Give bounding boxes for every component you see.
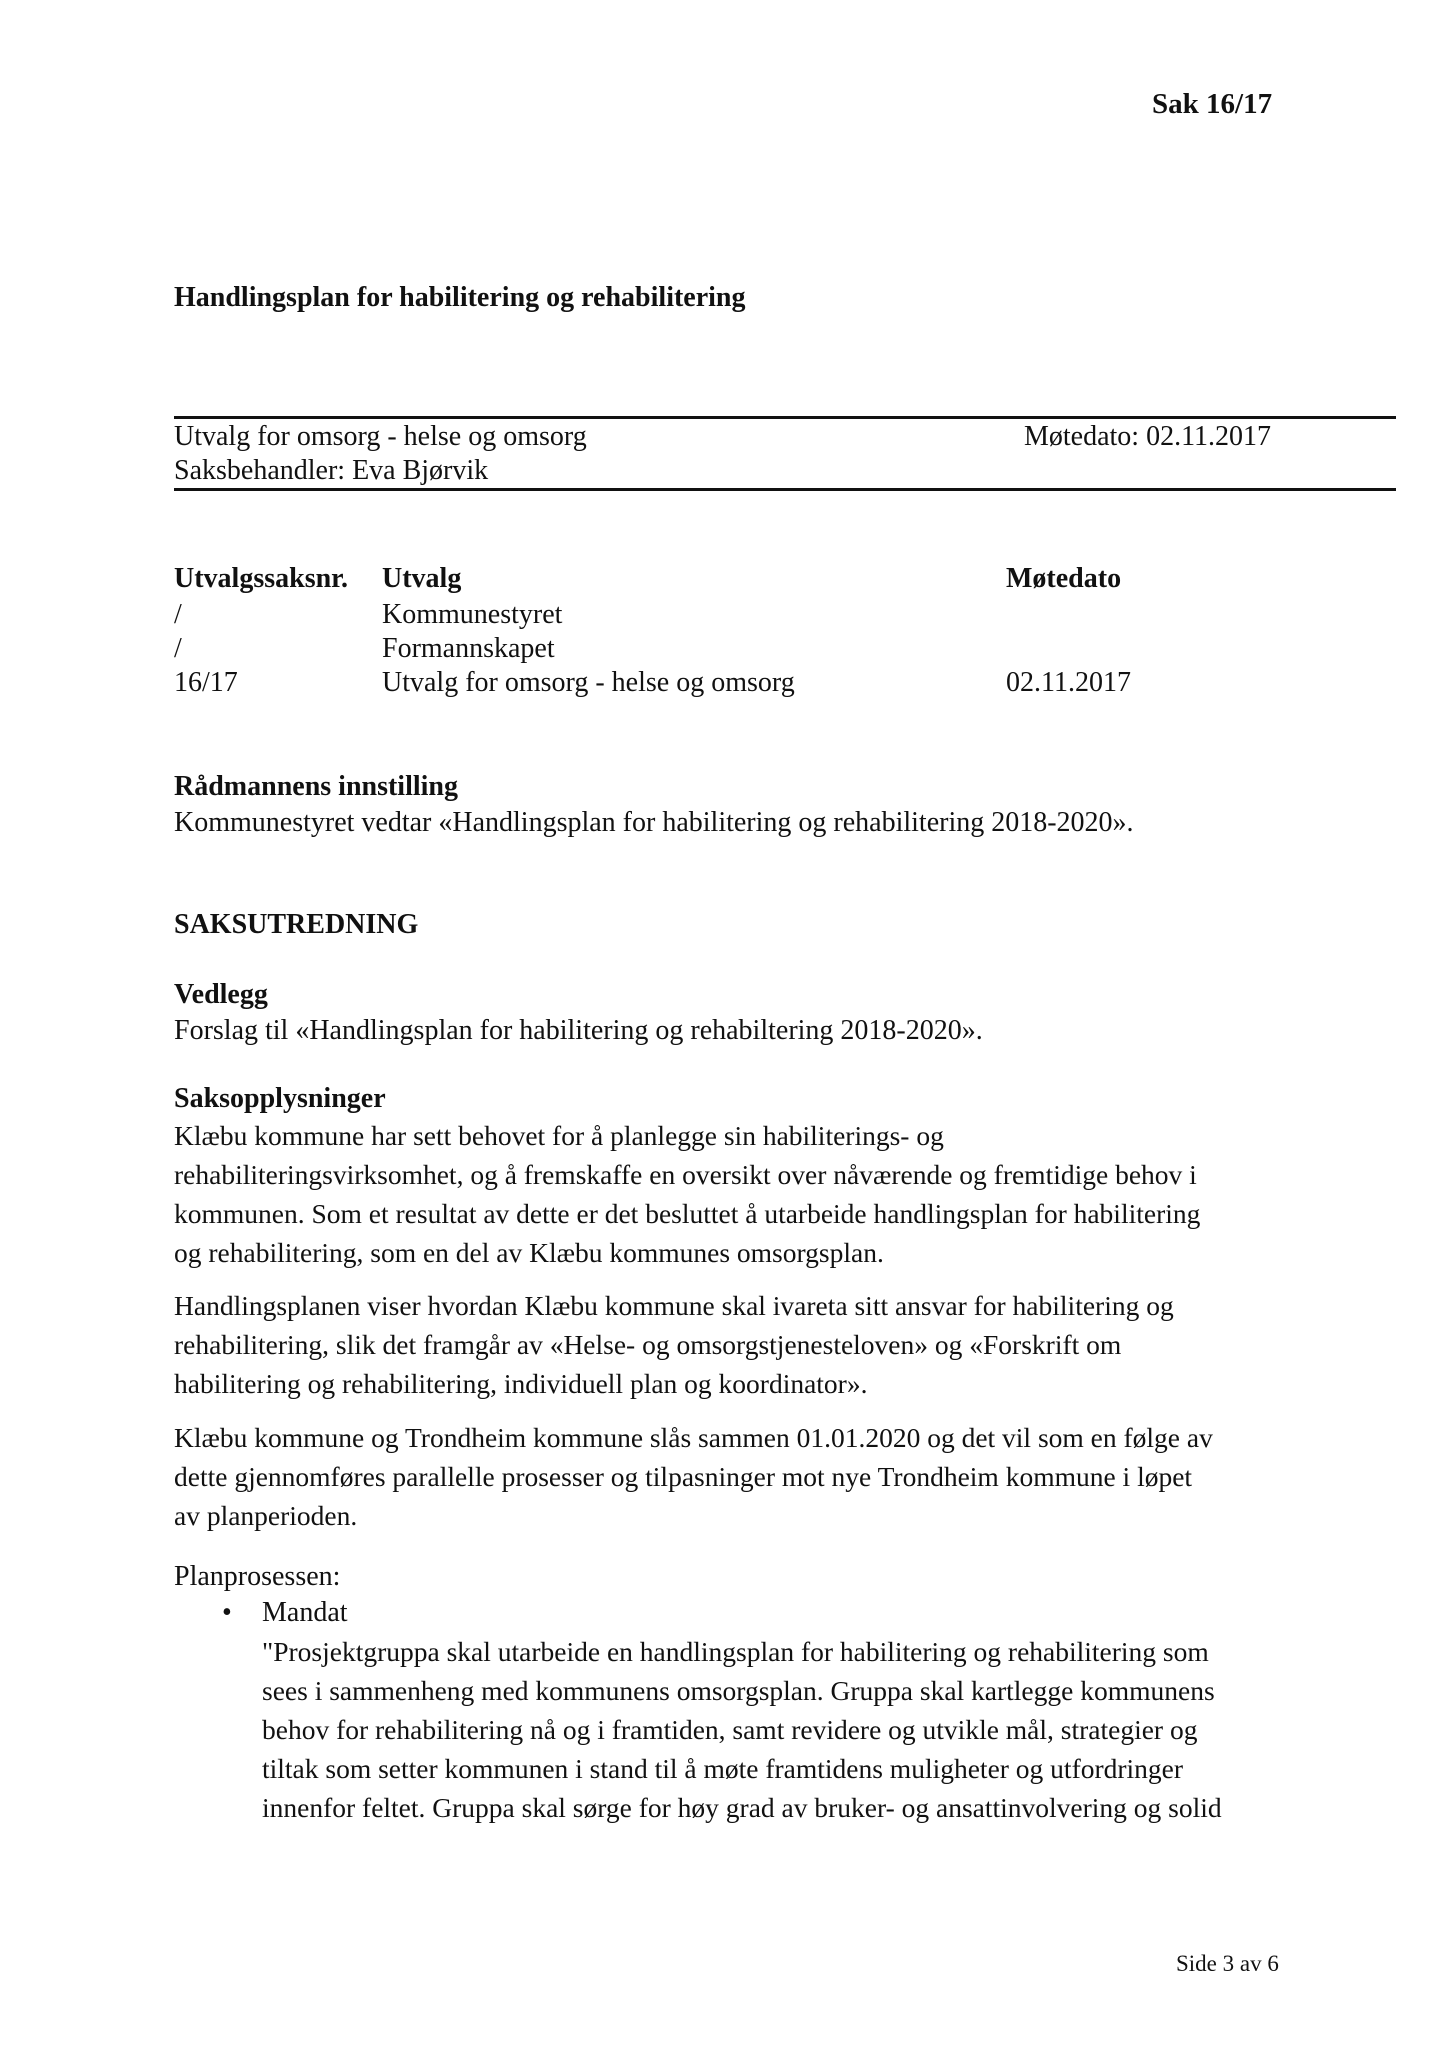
paragraph-line: innenfor feltet. Gruppa skal sørge for høy grad av bruker- og ansattinvolvering og solid — [262, 1792, 1222, 1823]
paragraph-line: rehabilitering, slik det framgår av «Helse- og omsorgstjenesteloven» og «Forskrift om — [174, 1329, 1122, 1360]
table-row-1-body: Kommunestyret — [382, 599, 563, 630]
paragraph-line: rehabiliteringsvirksomhet, og å fremskaffe en oversikt over nåværende og fremtidige behov i — [174, 1159, 1197, 1190]
paragraph-line: dette gjennomføres parallelle prosesser og tilpasninger mot nye Trondheim kommune i løpet — [174, 1461, 1193, 1492]
paragraph-line: "Prosjektgruppa skal utarbeide en handlingsplan for habilitering og rehabilitering som — [262, 1636, 1209, 1667]
page-footer: Side 3 av 6 — [1176, 1951, 1279, 1976]
attachments-heading: Vedlegg — [174, 979, 268, 1010]
table-header-date: Møtedato — [1006, 563, 1122, 594]
bullet-icon: • — [222, 1597, 232, 1628]
case-info-heading: Saksopplysninger — [174, 1083, 386, 1114]
case-handler: Saksbehandler: Eva Bjørvik — [174, 455, 489, 486]
recommendation-text: Kommunestyret vedtar «Handlingsplan for habilitering og rehabilitering 2018-2020». — [174, 807, 1134, 838]
meeting-date: Møtedato: 02.11.2017 — [1024, 421, 1272, 452]
table-header-body: Utvalg — [382, 563, 462, 594]
case-info-paragraph-3 — [174, 1418, 1304, 1535]
plan-process-label: Planprosessen: — [174, 1561, 341, 1592]
recommendation-heading: Rådmannens innstilling — [174, 771, 458, 802]
table-row-1-nr: / — [174, 599, 182, 630]
committee-name: Utvalg for omsorg - helse og omsorg — [174, 421, 587, 452]
table-row-2-nr: / — [174, 633, 182, 664]
paragraph-line: habilitering og rehabilitering, individuell plan og koordinator». — [174, 1368, 868, 1399]
mandate-text — [262, 1632, 1222, 1827]
bullet-title: Mandat — [262, 1597, 348, 1628]
attachments-text: Forslag til «Handlingsplan for habilitering og rehabiltering 2018-2020». — [174, 1015, 983, 1046]
table-row-3-nr: 16/17 — [174, 667, 238, 698]
paragraph-line: Handlingsplanen viser hvordan Klæbu kommune skal ivareta sitt ansvar for habilitering og — [174, 1290, 1174, 1321]
paragraph-line: sees i sammenheng med kommunens omsorgsplan. Gruppa skal kartlegge kommunens — [262, 1675, 1215, 1706]
table-row-2-body: Formannskapet — [382, 633, 555, 664]
paragraph-line: av planperioden. — [174, 1500, 358, 1531]
saksutredning-heading: SAKSUTREDNING — [174, 909, 419, 940]
paragraph-line: tiltak som setter kommunen i stand til å møte framtidens muligheter og utfordringer — [262, 1753, 1184, 1784]
paragraph-line: behov for rehabilitering nå og i framtiden, samt revidere og utvikle mål, strategier og — [262, 1714, 1198, 1745]
paragraph-line: og rehabilitering, som en del av Klæbu kommunes omsorgsplan. — [174, 1237, 884, 1268]
table-header-nr: Utvalgssaksnr. — [174, 563, 349, 594]
table-row-3-body: Utvalg for omsorg - helse og omsorg — [382, 667, 795, 698]
case-info-paragraph-2 — [174, 1286, 1304, 1403]
table-row-3-date: 02.11.2017 — [1006, 667, 1131, 698]
document-title: Handlingsplan for habilitering og rehabilitering — [174, 282, 746, 313]
case-number: Sak 16/17 — [1152, 88, 1273, 120]
case-info-paragraph-1 — [174, 1116, 1304, 1272]
paragraph-line: kommunen. Som et resultat av dette er det besluttet å utarbeide handlingsplan for habilitering — [174, 1198, 1201, 1229]
divider-bottom — [174, 488, 1396, 491]
paragraph-line: Klæbu kommune har sett behovet for å planlegge sin habiliterings- og — [174, 1120, 944, 1151]
paragraph-line: Klæbu kommune og Trondheim kommune slås sammen 01.01.2020 og det vil som en følge av — [174, 1422, 1213, 1453]
